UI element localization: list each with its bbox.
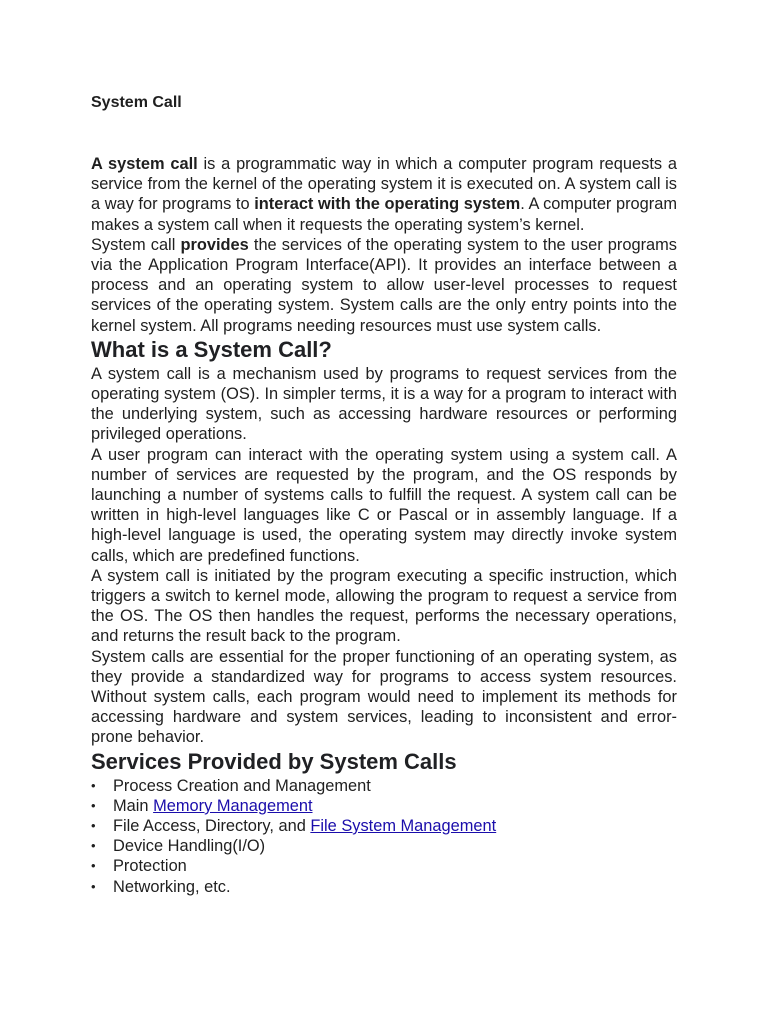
section-heading-what-is: What is a System Call? (91, 336, 332, 362)
list-item (91, 816, 677, 836)
section1-paragraph-4: System calls are essential for the proper functioning of an operating system, as they provide a standardized way for programs to access system resources. Without system calls, each program would need to implement its methods for accessing hardware and system services, leading to inconsistent and error-prone behavior. (91, 647, 677, 747)
file-system-management-link[interactable]: File System Management (310, 817, 497, 836)
list-item (91, 776, 677, 796)
intro-paragraph-1 (91, 154, 677, 235)
intro-text-1: is a programmatic way in which a computer program requests a service from the kernel of the operating system it is executed on. A system call is a way for programs to (91, 155, 677, 214)
intro-bold-lead: A system call (91, 155, 198, 173)
intro-bold-interact: interact with the operating system (254, 195, 521, 214)
intro-p2-text-2: the services of the operating system to the user programs via the Application Program Interface(API). It provides an interface between a process and an operating system to allow user-level processes to request services of the operating system. System calls are the only entry points into the kernel system. All programs needing resources must use system calls. (91, 235, 677, 335)
intro-text-2: . A computer program makes a system call when it requests the operating system’s kernel. (91, 195, 677, 234)
section-heading-services: Services Provided by System Calls (91, 748, 457, 774)
memory-management-link[interactable]: Memory Management (153, 796, 313, 815)
section1-paragraph-2: A user program can interact with the operating system using a system call. A number of services are requested by the program, and the OS responds by launching a number of systems calls to fulfill the request. A system call can be written in high-level languages like C or Pascal or in assembly language. If a high-level language is used, the operating system may directly invoke system calls, which are predefined functions. (91, 445, 677, 565)
intro-p2-text-1: System call (91, 235, 181, 254)
intro-paragraph-2 (91, 235, 677, 336)
list-item-text: Device Handling(I/O) (113, 837, 266, 856)
intro-section (91, 154, 677, 336)
section1-paragraph-1: A system call is a mechanism used by programs to request services from the operating system (OS). In simpler terms, it is a way for a program to interact with the underlying system, such as accessing hardware resources or performing privileged operations. (91, 364, 677, 444)
intro-bold-provides: provides (180, 235, 249, 254)
document-body (91, 93, 677, 897)
list-item-text: Process Creation and Management (113, 776, 371, 795)
list-item (91, 796, 677, 816)
section1-paragraph-3: A system call is initiated by the program executing a specific instruction, which triggers a switch to kernel mode, allowing the program to request a service from the OS. The OS then handles the request, performs the necessary operations, and returns the result back to the program. (91, 566, 677, 646)
list-item (91, 836, 677, 856)
services-list (91, 776, 677, 897)
list-item-text: Main (113, 796, 154, 815)
list-item-text: Protection (113, 857, 187, 876)
list-item-text: File Access, Directory, and (113, 817, 311, 836)
document-title: System Call (91, 94, 182, 111)
list-item (91, 877, 677, 897)
list-item (91, 856, 677, 876)
list-item-text: Networking, etc. (113, 877, 231, 896)
